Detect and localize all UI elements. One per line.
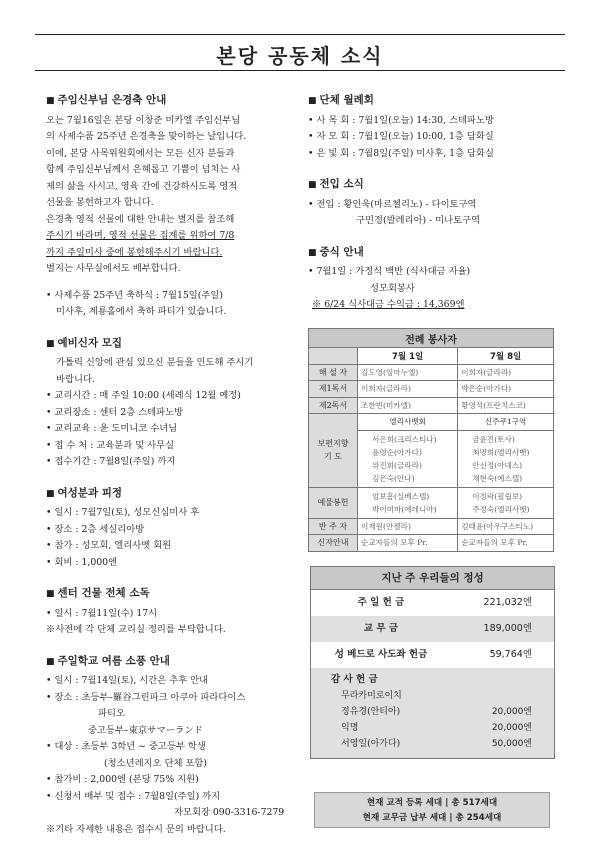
list-item: • 일시 : 7월11일(수) 17시 [46,607,158,619]
offering-row: 교 무 금 189,000엔 [311,616,554,642]
list-item: 무라카미로이치 [341,691,402,701]
table-row: 예물봉헌 엄보흠(실베스텔) 박어미마(에데니아) 이정락(필립보) 주정숙(엘리사벳) [309,487,554,518]
list-item: • 은 빛 회 : 7월8일(주일) 미사후, 1층 담화실 [308,147,494,159]
section-heading: ■ 전입 소식 [308,178,364,190]
right-column: ■ 단체 월례회 • 사 목 회 : 7월1일(오늘) 14:30, 스테파노방 • 자 모 회 : 7월1일(오늘) 10:00, 1층 담화실 • 은 빛 회 : 7월8일(주일) 미사후, 1층 담화실 ■ 전입 소식 • 전입 : 황인욱(마르첼리노) - 다이토구역 구민정(발레리아) - 미나토구역 ■ 중식 안내 • 7월1일 : 가정식 백반 (식사대금 자율) 성모회봉사 ※ 6/24 식사대금 수익금 : 14,369엔 [308,92,558,314]
list-item: • 일시 : 7월7일(토), 성모신심미사 후 [46,507,200,518]
anniversary-text: 오는 7월16일은 본당 이창준 미카엘 주임신부님 의 사제수품 25주년 은경축을 맞이하는 날입니다. 이에, 본당 사목위원회에서는 모든 신자 분들과 함께 주임신부님께서 은혜롭고 기쁨이 넘치는 사 제의 삶을 사시고, 영육 간에 건강하시도록 영적 선물을 봉헌하고자 합니다. 은경축 영적 선물에 대한 안내는 별지를 참조해 주시기 바라며, 영적 선물은 집계를 위하여 7/8 까지 주일미사 중에 봉헌해주시기 바랍니다. 별지는 사무실에서도 배부합니다. [46,114,247,274]
list-item: • 접 수 처 : 교육분과 및 사무실 [46,439,175,451]
offering-row: 성 베드로 사도좌 헌금 59,764엔 [334,649,532,660]
list-item: • 참가비 : 2,000엔 (본당 75% 지원) [46,774,199,785]
list-item: • 접수기간 : 7월8일(주일) 까지 [46,456,176,467]
list-item: • 일시 : 7월14일(토), 시간은 추후 안내 [46,675,209,686]
section-heading: ■ 여성분과 피정 [46,486,123,499]
list-item: • 전입 : 황인욱(마르첼리노) - 다이토구역 [308,198,477,210]
list-item: 서영일(아가다) 50,000엔 [341,739,532,749]
section-heading: ■ 예비신자 모집 [46,336,123,349]
date-header: 7월 8일 [458,348,554,365]
table-row: 반 주 자 이재원(안젤라) 김태윤(아우구스티노) [309,518,554,535]
list-item: 익명 20,000엔 [341,723,532,733]
list-item: • 대상 : 초등부 3학년 ~ 중고등부 학생 [46,741,206,752]
list-item: • 교리교육 : 윤 도미니코 수녀님 [46,423,178,434]
list-item: • 교리장소 : 센터 2층 스테파노방 [46,406,184,418]
section-heading: ■ 주임신부님 은경축 안내 [46,94,167,106]
list-item: ※사전에 각 단체 교리실 정리를 부탁합니다. [46,624,226,635]
liturgy-servers-table [308,328,554,552]
table-row: 서은희(크리스티나) 윤영순(아가다) 위진희(글라라) 김은숙(안나) 금윤진(토사) 최명희(엘리사벳) 안신정(아녜스) 채현숙(에스텔) [309,430,554,487]
list-item: • 장소 : 초등부–羅谷그린파크 아쿠아 파라다이스 [46,691,246,703]
section-heading: ■ 주일학교 여름 소풍 안내 [46,654,170,667]
section-heading: ■ 단체 월례회 [308,94,374,106]
title-top-rule [35,34,565,35]
table-row: 보편지향 기 도 엘리사벳회 신주쿠1구역 [309,414,554,431]
thanks-offering: 감 사 헌 금 무라카미로이치 정유경(안티아) 20,000엔 익명 20,000엔 서영일(아가다) 50,000엔 [311,668,554,758]
list-item: • 자 모 회 : 7월1일(오늘) 10:00, 1층 담화실 [308,131,494,142]
list-item: • 장소 : 2층 세실리아방 [46,523,145,535]
list-item: • 7월1일 : 가정식 백반 (식사대금 자율) [308,266,471,277]
table-row: 신자안내 순교자들의 모후 Pr. 순교자들의 모후 Pr. [309,535,554,552]
date-header: 7월 1일 [358,348,458,365]
household-stats-box [314,792,550,828]
list-item: • 신청서 배부 및 접수 : 7월8일(주일) 까지 [46,790,221,802]
table-row: 해 설 자 김도영(임마누엘) 이희자(글라라) [309,364,554,381]
list-item: 정유경(안티아) 20,000엔 [341,707,532,717]
title-bottom-rule [35,70,565,71]
offering-box [310,566,555,759]
section-heading: ■ 센터 건물 전체 소독 [46,587,150,599]
registered-households: 현재 교적 등록 세대 | 총 517세대 [366,798,498,808]
paying-households: 현재 교무금 납부 세대 | 총 254세대 [362,813,502,823]
list-item: ※기타 자세한 내용은 접수시 문의 바랍니다. [46,823,226,835]
table-title: 전례 봉사자 [309,329,554,348]
list-item: • 참가 : 성모회, 엘리사벳 회원 [46,540,172,551]
offering-title: 지난 주 우리들의 정성 [311,567,554,590]
table-row: 제1독서 이희자(글라라) 박은순(아가다) [309,381,554,398]
celebration-item: • 사제수품 25주년 축하식 : 7월15일(주일) [46,289,223,301]
list-item: • 회비 : 1,000엔 [46,556,118,568]
section-heading: ■ 중식 안내 [308,245,364,258]
table-row: 제2독서 조한빈(미카엘) 황영석(프란치스코) [309,397,554,414]
left-column: ■ 주임신부님 은경축 안내 오는 7월16일은 본당 이창준 미카엘 주임신부님 의 사제수품 25주년 은경축을 맞이하는 날입니다. 이에, 본당 사목위원회에서는 모든 신자 분들과 함께 주임신부님께서 은혜롭고 기쁨이 넘치는 사 제의 삶을 사시고, 영육 간에 건강하시도록 영적 선물을 봉헌하고자 합니다. 은경축 영적 선물에 대한 안내는 별지를 참조해 주시기 바라며, 영적 선물은 집계를 위하여 7/8 까지 주일미사 중에 봉헌해주시기 바랍니다. 별지는 사무실에서도 배부합니다. • 사제수품 25주년 축하식 : 7월15일(주일) 미사후, 계룡홀에서 축하 파티가 있습니다. ■ 예비신자 모집 가톨릭 신앙에 관심 있으신 분들을 인도해 주시기 바랍니다. • 교리시간 : 매 주일 10:00 (세례식 12월 예정) • 교리장소 : 센터 2층 스테파노방 • 교리교육 : 윤 도미니코 수녀님 • 접 수 처 : 교육분과 및 사무실 • 접수기간 : 7월8일(주일) 까지 ■ 여성분과 피정 • 일시 : 7월7일(토), 성모신심미사 후 • 장소 : 2층 세실리아방 • 참가 : 성모회, 엘리사벳 회원 • 회비 : 1,000엔 ■ 센터 건물 전체 소독 • 일시 : 7월11일(수) 17시 ※사전에 각 단체 교리실 정리를 부탁합니다. ■ 주일학교 여름 소풍 안내 • 일시 : 7월14일(토), 시간은 추후 안내 • 장소 : 초등부–羅谷그린파크 아쿠아 파라다이스 파티오 중고등부–東京サマーランド • 대상 : 초등부 3학년 ~ 중고등부 학생 (청소년레지오 단체 포함) • 참가비 : 2,000엔 (본당 75% 지원) • 신청서 배부 및 접수 : 7월8일(주일) 까지 자모회장 090-3316-7279 ※기타 자세한 내용은 접수시 문의 바랍니다. [46,92,296,838]
page-title: 본당 공동체 소식 [216,44,384,68]
list-item: • 사 목 회 : 7월1일(오늘) 14:30, 스테파노방 [308,114,494,126]
list-item: • 교리시간 : 매 주일 10:00 (세례식 12월 예정) [46,390,241,401]
offering-row: 주 일 헌 금 221,032엔 [357,597,532,608]
